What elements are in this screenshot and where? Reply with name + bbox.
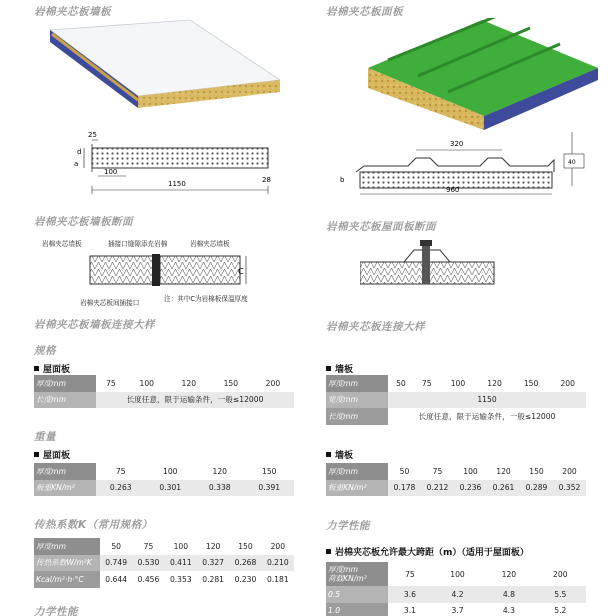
roof-dim-320: 320	[450, 140, 464, 148]
spec-wall-thickness-0: 50	[388, 375, 414, 392]
spec-wall-thickness-4: 150	[513, 375, 550, 392]
heat-kcal-4: 0.230	[229, 571, 261, 588]
weight-roof-weight-0: 0.263	[96, 480, 146, 497]
mech-head-line1: 厚度mm	[328, 565, 358, 574]
spec-wall-width-label: 宽度mm	[326, 392, 388, 409]
mech-thickness-2: 120	[483, 562, 534, 586]
weight-wall-label: 墙板	[326, 448, 353, 461]
heat-kcal-label: Kcal/m²·h·°C	[34, 571, 100, 588]
roof-panel-image	[362, 18, 602, 130]
bullet-square-icon	[34, 452, 39, 457]
weight-roof-weight-3: 0.391	[245, 480, 295, 497]
wall-dim-25: 25	[88, 131, 97, 139]
weight-wall-thickness-4: 150	[520, 463, 553, 480]
weight-wall-thickness-0: 50	[388, 463, 421, 480]
mech-row-1-load: 1.0	[326, 603, 388, 616]
spec-wall-thickness-3: 120	[476, 375, 513, 392]
heat-w-2: 0.411	[165, 555, 197, 572]
roof-dimension-drawing	[336, 130, 596, 202]
label-note: 注：其中C为岩棉板保温厚度	[164, 295, 248, 303]
heat-kcal-5: 0.181	[262, 571, 294, 588]
weight-roof-thickness-1: 100	[146, 463, 196, 480]
weight-wall-weight-4: 0.289	[520, 480, 553, 497]
mech-table	[326, 562, 586, 616]
spec-wall-length-text: 长度任意，限于运输条件，一般≤12000	[388, 408, 586, 425]
spec-roof-thickness-0: 75	[96, 375, 126, 392]
weight-wall-weight-1: 0.212	[421, 480, 454, 497]
weight-wall-weight-0: 0.178	[388, 480, 421, 497]
mech-head-line2: 荷载KN/m²	[328, 574, 367, 583]
title-weight: 重量	[34, 431, 56, 443]
heat-w-label: 传热系数W/m²K	[34, 555, 100, 572]
mech-row-0-value-0: 3.6	[388, 586, 432, 603]
heat-table	[34, 538, 294, 588]
heat-thickness-label: 厚度mm	[34, 538, 100, 555]
roof-dim-960: 960	[446, 186, 460, 194]
weight-roof-thickness-2: 120	[195, 463, 245, 480]
weight-wall-thickness-5: 200	[553, 463, 586, 480]
wall-panel-image	[40, 18, 290, 110]
weight-roof-weight-label: 板重KN/m²	[34, 480, 96, 497]
heat-thickness-2: 100	[165, 538, 197, 555]
bullet-square-icon	[326, 366, 331, 371]
spec-roof-thickness-2: 120	[168, 375, 210, 392]
weight-wall-weight-3: 0.261	[487, 480, 520, 497]
weight-roof-label: 屋面板	[34, 448, 70, 461]
weight-wall-weight-2: 0.236	[454, 480, 487, 497]
mech-thickness-0: 75	[388, 562, 432, 586]
spec-roof-thickness-label: 厚度mm	[34, 375, 96, 392]
label-joint-between: 岩棉夹芯板间插接口	[80, 299, 140, 307]
title-wall-joint: 岩棉夹芯板墙板连接大样	[34, 319, 155, 331]
title-wall-section: 岩棉夹芯板墙板断面	[34, 216, 133, 228]
heat-w-4: 0.268	[229, 555, 261, 572]
mech-thickness-3: 200	[535, 562, 586, 586]
heat-thickness-5: 200	[262, 538, 294, 555]
wall-dim-100: 100	[104, 168, 118, 176]
mech-row-1-value-2: 4.3	[483, 603, 534, 616]
title-heat: 传热系数K（常用规格）	[34, 519, 153, 531]
mech-row-0-value-3: 5.5	[535, 586, 586, 603]
label-joint-fill: 插接口缝隙添充岩棉	[108, 240, 168, 248]
weight-roof-weight-1: 0.301	[146, 480, 196, 497]
bullet-square-icon	[326, 452, 331, 457]
title-roof-section: 岩棉夹芯板屋面板断面	[326, 221, 436, 233]
roof-dim-b: b	[340, 176, 345, 184]
mech-row-0-value-1: 4.2	[432, 586, 483, 603]
spec-roof-thickness-3: 150	[210, 375, 252, 392]
mech-row-0-value-2: 4.8	[483, 586, 534, 603]
weight-wall-weight-5: 0.352	[553, 480, 586, 497]
heat-w-5: 0.210	[262, 555, 294, 572]
bullet-square-icon	[326, 549, 331, 554]
heat-w-3: 0.327	[197, 555, 229, 572]
title-spec: 规格	[34, 345, 56, 357]
weight-wall-thickness-2: 100	[454, 463, 487, 480]
mech-row-0-load: 0.5	[326, 586, 388, 603]
spec-wall-table	[326, 375, 586, 425]
spec-roof-length-text: 长度任意，限于运输条件，一般≤12000	[96, 392, 294, 409]
bullet-square-icon	[34, 366, 39, 371]
heat-thickness-3: 120	[197, 538, 229, 555]
heat-kcal-2: 0.353	[165, 571, 197, 588]
spec-wall-thickness-5: 200	[549, 375, 586, 392]
mech-row-1-value-3: 5.2	[535, 603, 586, 616]
roof-section-drawing	[360, 240, 500, 300]
heat-thickness-0: 50	[100, 538, 132, 555]
heat-w-1: 0.530	[132, 555, 164, 572]
weight-wall-table	[326, 463, 586, 496]
heat-thickness-4: 150	[229, 538, 261, 555]
wall-dimension-drawing	[50, 126, 290, 198]
wall-dim-1150: 1150	[168, 180, 186, 188]
mech-head	[326, 562, 388, 586]
roof-dim-40: 40	[568, 159, 576, 166]
weight-roof-weight-2: 0.338	[195, 480, 245, 497]
wall-dim-a: a	[74, 160, 79, 168]
heat-kcal-3: 0.281	[197, 571, 229, 588]
label-wall-board: 岩棉夹芯墙板	[42, 240, 82, 248]
weight-roof-thickness-0: 75	[96, 463, 146, 480]
spec-wall-thickness-1: 75	[414, 375, 440, 392]
spec-roof-thickness-4: 200	[252, 375, 294, 392]
heat-kcal-1: 0.456	[132, 571, 164, 588]
spec-roof-label: 屋面板	[34, 362, 70, 375]
mech-row-1-value-1: 3.7	[432, 603, 483, 616]
title-mech: 力学性能	[326, 520, 370, 532]
label-rock-wool-board: 岩棉夹芯墙板	[190, 240, 230, 248]
spec-wall-length-label: 长度mm	[326, 408, 388, 425]
title-roof-joint: 岩棉夹芯板连接大样	[326, 321, 425, 333]
weight-roof-thickness-label: 厚度mm	[34, 463, 96, 480]
spec-wall-width-text: 1150	[388, 392, 586, 409]
wall-dim-d: d	[77, 148, 82, 156]
title-roof-panel: 岩棉夹芯板面板	[326, 6, 403, 18]
section-c: C	[238, 267, 244, 276]
weight-roof-thickness-3: 150	[245, 463, 295, 480]
weight-roof-table	[34, 463, 294, 496]
spec-roof-length-label: 长度mm	[34, 392, 96, 409]
mech-thickness-1: 100	[432, 562, 483, 586]
weight-wall-thickness-3: 120	[487, 463, 520, 480]
spec-wall-thickness-2: 100	[440, 375, 477, 392]
weight-wall-thickness-label: 厚度mm	[326, 463, 388, 480]
weight-wall-weight-label: 板重KN/m²	[326, 480, 388, 497]
mech-row-1-value-0: 3.1	[388, 603, 432, 616]
spec-roof-table	[34, 375, 294, 408]
heat-kcal-0: 0.644	[100, 571, 132, 588]
title-wall-panel: 岩棉夹芯板墙板	[34, 6, 111, 18]
heat-w-0: 0.749	[100, 555, 132, 572]
spec-roof-thickness-1: 100	[126, 375, 168, 392]
title-mech-cut: 力学性能	[34, 606, 78, 616]
wall-section-drawing	[60, 248, 260, 296]
heat-thickness-1: 75	[132, 538, 164, 555]
spec-wall-label: 墙板	[326, 362, 353, 375]
wall-dim-28: 28	[262, 176, 271, 184]
weight-wall-thickness-1: 75	[421, 463, 454, 480]
spec-wall-thickness-label: 厚度mm	[326, 375, 388, 392]
mech-label: 岩棉夹芯板允许最大跨距（m）（适用于屋面板）	[326, 545, 529, 558]
